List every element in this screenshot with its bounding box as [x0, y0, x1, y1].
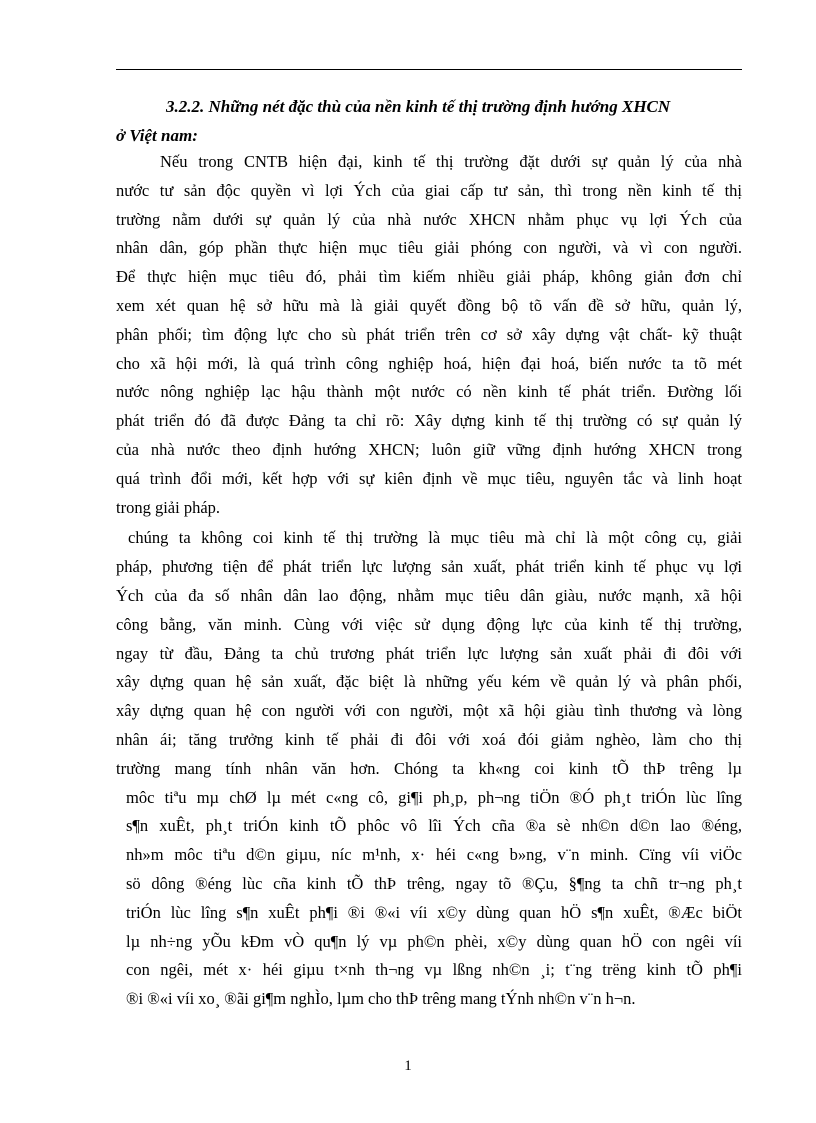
text-line: trường nằm dưới sự quản lý của nhà nước XHCN nhằm phục vụ lợi Ých của [116, 209, 742, 229]
text-line: công bằng, văn minh. Cùng với việc sử dụng động lực của kinh tế thị trường, [116, 614, 742, 634]
heading-line-2: ở Việt nam: [116, 126, 198, 145]
text-line: ngay từ đầu, Đảng ta chủ trương phát triển lực lượng sản xuất phải đi đôi với [116, 643, 742, 663]
text-line: Để thực hiện mục tiêu đó, phải tìm kiếm nhiều giải pháp, không giản đơn chỉ [116, 267, 742, 287]
text-line: lµ nh÷ng yÕu kÐm vÒ qu¶n lý vµ ph©n phèi, x©y dùng quan hÖ con ngêi víi [126, 931, 742, 951]
page-number: 1 [404, 1058, 412, 1074]
text-line: môc tiªu mµ chØ lµ mét c«ng cô, gi¶i ph¸p, ph¬ng tiÖn ®Ó ph¸t triÓn lùc lîng [126, 787, 742, 807]
text-line: xây dựng quan hệ con người với con người, một xã hội giàu tình thương và lòng [116, 701, 742, 721]
text-line: sö dông ®éng lùc cña kinh tÕ thÞ trêng, ngay tõ ®Çu, §¶ng ta chñ tr¬ng ph¸t [126, 873, 742, 893]
text-line: Ých của đa số nhân dân lao động, nhằm mục tiêu dân giàu, nước mạnh, xã hội [116, 585, 742, 605]
text-line: xem xét quan hệ sở hữu mà là giải quyết đồng bộ tõ vấn đề sở hữu, quản lý, [116, 295, 742, 315]
text-line: nh»m môc tiªu d©n giµu, níc m¹nh, x· héi c«ng b»ng, v¨n minh. Cïng víi viÖc [126, 845, 742, 865]
heading-line-1: 3.2.2. Những nét đặc thù của nền kinh tế thị trường định hướng XHCN [166, 97, 671, 116]
text-line: pháp, phương tiện để phát triển lực lượng sản xuất, phát triển kinh tế phục vụ lợi [116, 557, 742, 577]
paragraph-1 [116, 148, 742, 522]
text-line: phát triển đó đã được Đảng ta chỉ rõ: Xây dựng kinh tế thị trường có sự quản lý [116, 411, 742, 431]
body-text [116, 148, 742, 1014]
text-line: Nếu trong CNTB hiện đại, kinh tế thị trường đặt dưới sự quản lý của nhà [160, 152, 742, 171]
text-line: trong giải pháp. [116, 497, 221, 517]
paragraph-3-garbled [116, 784, 742, 1014]
text-line: của nhà nước theo định hướng XHCN; luôn giữ vững định hướng XHCN trong [116, 439, 742, 459]
text-line: triÓn lùc lîng s¶n xuÊt ph¶i ®i ®«i víi x©y dùng quan hÖ s¶n xuÊt, ®Æc biÖt [126, 902, 742, 922]
text-line: chúng ta không coi kinh tế thị trường là mục tiêu mà chỉ là một công cụ, giải [128, 528, 742, 548]
text-line: trường mang tính nhân văn hơn. Chóng ta kh«ng coi kinh tÕ thÞ trêng lµ [116, 758, 742, 778]
text-line: nước nông nghiệp lạc hậu thành một nước có nền kinh tế phát triển. Đường lối [116, 382, 742, 402]
text-line: ®i ®«i víi xo¸ ®ãi gi¶m nghÌo, lµm cho thÞ trêng mang tÝnh nh©n v¨n h¬n. [126, 989, 636, 1009]
text-line: nhân ái; tăng trưởng kinh tế phải đi đôi với xoá đói giảm nghèo, làm cho thị [116, 729, 742, 749]
text-line: nước tư sản độc quyền vì lợi Ých của giai cấp tư sản, thì trong nền kinh tế thị [116, 180, 742, 200]
paragraph-2 [116, 524, 742, 783]
text-line: con ngêi, mét x· héi giµu t×nh th¬ng vµ lßng nh©n ¸i; t¨ng trëng kinh tÕ ph¶i [126, 960, 742, 980]
text-line: xây dựng quan hệ sản xuất, đặc biệt là những yếu kém về quản lý và phân phối, [116, 672, 742, 692]
text-line: s¶n xuÊt, ph¸t triÓn kinh tÕ phôc vô lîi Ých cña ®a sè nh©n d©n lao ®éng, [126, 816, 742, 836]
header-rule [116, 69, 742, 70]
text-line: phân phối; tìm động lực cho sù phát triển trên cơ sở xây dựng vật chất- kỹ thuật [116, 324, 742, 344]
text-line: cho xã hội mới, là quá trình công nghiệp hoá, hiện đại hoá, biến nước ta tõ mét [116, 353, 742, 373]
text-line: nhân dân, góp phần thực hiện mục tiêu giải phóng con người, và vì con người. [116, 238, 742, 258]
text-line: quá trình đổi mới, kết hợp với sự kiên định về mục tiêu, nguyên tắc và linh hoạt [116, 468, 742, 488]
section-heading [116, 92, 742, 150]
